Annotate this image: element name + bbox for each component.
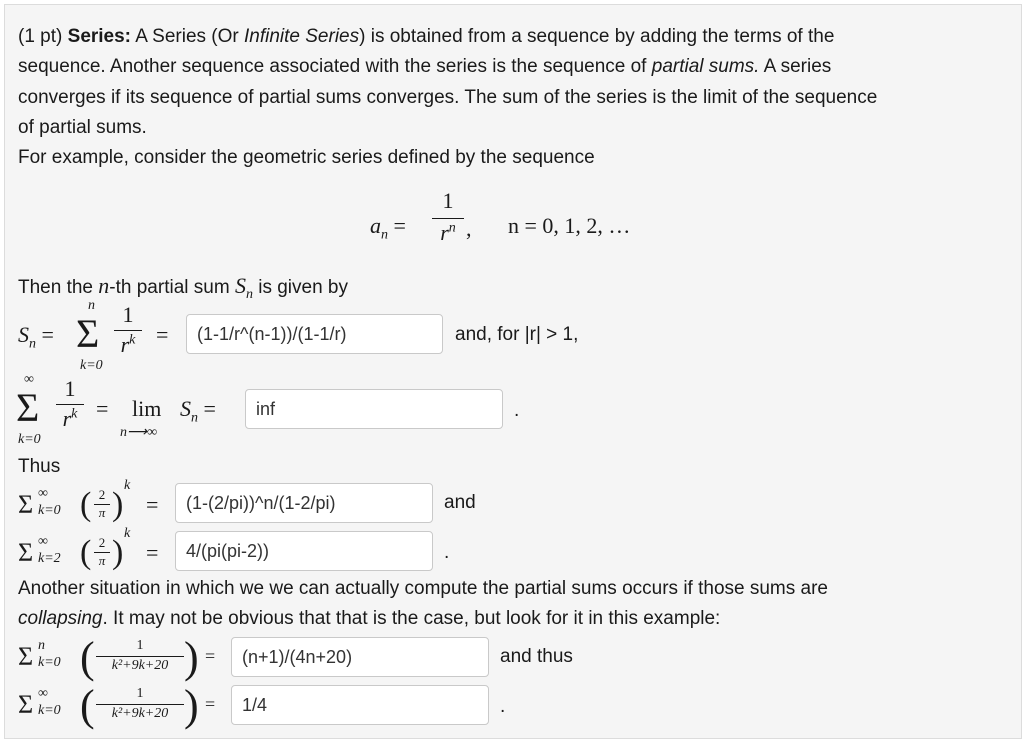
- geo-sum-k2-answer-input[interactable]: [175, 531, 433, 571]
- and-for-label: and, for |r| > 1,: [455, 324, 579, 345]
- period-1: .: [514, 400, 520, 421]
- period-3: .: [500, 696, 506, 717]
- infinite-sum-answer-input[interactable]: [245, 389, 503, 429]
- thus-label: Thus: [18, 456, 61, 477]
- collapse-sum-answer-input[interactable]: [231, 685, 489, 725]
- collapse-line-2: collapsing. It may not be obvious that that is the case, but look for it in this example:: [18, 608, 721, 629]
- intro-line-4: of partial sums.: [18, 117, 147, 138]
- period-2: .: [444, 542, 450, 563]
- and-label: and: [444, 492, 476, 513]
- geo-partial-answer-input[interactable]: [175, 483, 433, 523]
- and-thus-label: and thus: [500, 646, 573, 667]
- intro-line-1: (1 pt) Series: A Series (Or Infinite Series) is obtained from a sequence by adding the terms of the: [18, 26, 835, 47]
- collapse-partial-answer-input[interactable]: [231, 637, 489, 677]
- collapse-line-1: Another situation in which we we can actually compute the partial sums occurs if those sums are: [18, 578, 828, 599]
- intro-line-5: For example, consider the geometric series defined by the sequence: [18, 147, 595, 168]
- partial-sum-intro: Then the n-th partial sum $S_n$ is given by: [18, 273, 348, 302]
- partial-sum-answer-input[interactable]: [186, 314, 443, 354]
- intro-line-3: converges if its sequence of partial sums converges. The sum of the series is the limit of the sequence: [18, 87, 878, 108]
- intro-line-2: sequence. Another sequence associated with the series is the sequence of partial sums. A series: [18, 56, 832, 77]
